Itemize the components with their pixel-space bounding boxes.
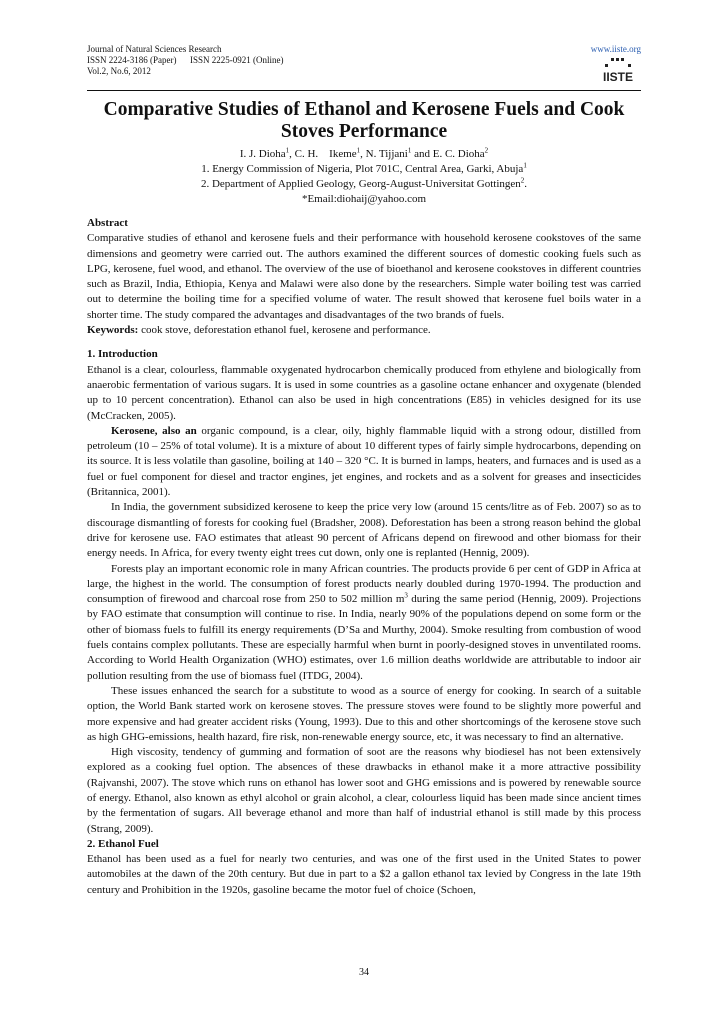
journal-url-link[interactable]: www.iiste.org xyxy=(590,44,641,54)
journal-header xyxy=(87,44,641,88)
abstract-text: Comparative studies of ethanol and kerosene fuels and their performance with household kerosene cookstoves of the same dimensions and geometry were carried out. The authors examined the different sources of domestic cooking fuels such as LPG, kerosene, fuel wood, and ethanol. The overview of the use of bioethanol and kerosene cookstoves in different countries such as Brazil, India, Ethiopia, Kenya and Malawi were also done by the researchers. Simple water boiling test was carried out to determine the boiling time for a specified volume of water. The result showed that kerosene fuel boils water in a shorter time. The study compared the advantages and disadvantages of the two brands of fuels. xyxy=(87,232,641,321)
abstract-heading: Abstract xyxy=(87,217,128,229)
author-list: I. J. Dioha$^1$, C. H. Ikeme$^1$, N. Tijjani$^1$ and E. C. Dioha$^2$ xyxy=(239,146,489,160)
paper-title: Comparative Studies of Ethanol and Kerosene Fuels and Cook Stoves Performance xyxy=(103,99,625,142)
affiliation-2: 2. Department of Applied Geology, Georg-August-Universitat Gottingen$^2$. xyxy=(200,176,528,190)
svg-text:IISTE: IISTE xyxy=(602,70,634,84)
author-email: *Email:diohaij@yahoo.com xyxy=(301,193,427,205)
journal-volume: Vol.2, No.6, 2012 xyxy=(87,66,151,76)
affiliation-1: 1. Energy Commission of Nigeria, Plot 701C, Central Area, Garki, Abuja$^1$ xyxy=(201,161,527,175)
journal-info xyxy=(87,44,641,77)
intro-paragraph-6: High viscosity, tendency of gumming and formation of soot are the reasons why biodiesel has not been extensively explored as a cooking fuel option. The absences of these drawbacks in ethanol make it a more attractive possibility (Rajvanshi, 2007). The stove which runs on ethanol has lower soot and GHG emissions and is powered by renewable source of energy. Ethanol, also known as ethyl alcohol or grain alcohol, a clear, colourless liquid has been made since ancient times by the fermentation of sugars. All beverage ethanol and more than half of industrial ethanol is still made by this process (Strang, 2009). xyxy=(87,746,641,835)
page xyxy=(87,44,641,898)
page-number: 34 xyxy=(359,967,369,978)
intro-paragraph-1: Ethanol is a clear, colourless, flammable oxygenated hydrocarbon chemically produced from ethylene and biologically from anaerobic fermentation of various sugars. It is used in some countries as a gasoline octane enhancer and oxygenate (blended up to 10 percent concentration). Ethanol can also be used in high concentrations (E85) in vehicles designed for its use (McCracken, 2005). xyxy=(87,363,641,422)
iiste-logo-icon xyxy=(601,56,635,84)
journal-name: Journal of Natural Sciences Research xyxy=(87,44,222,54)
author-block xyxy=(87,147,641,207)
journal-issn: ISSN 2224-3186 (Paper) ISSN 2225-0921 (Online) xyxy=(87,55,284,65)
abstract-section xyxy=(87,216,641,338)
intro-paragraph-3: In India, the government subsidized kerosene to keep the price very low (around 15 cents/litre as of Feb. 2007) so as to discourage dismantling of forests for cooking fuel (Bradsher, 2008). Deforestation has been a strong reason behind the global drive for kerosene use. FAO estimates that atleast 90 percent of Africans depend on firewood and other biomass for their energy needs. In Africa, for every twenty eight trees cut down, only one is replanted (Hennig, 2009). xyxy=(87,501,641,560)
ethanol-fuel-paragraph-1: Ethanol has been used as a fuel for nearly two centuries, and was one of the first used in the United States to power automobiles at the dawn of the 20th century. But due in part to a $2 a gallon ethanol tax levied by Congress in the late 19th century and Prohibition in the 1920s, gasoline became the motor fuel of choice (Schoen, xyxy=(87,853,641,896)
keywords: Keywords: cook stove, deforestation ethanol fuel, kerosene and performance. xyxy=(87,324,431,337)
introduction-heading: 1. Introduction xyxy=(87,348,158,361)
intro-paragraph-4: Forests play an important economic role in many African countries. The products provide 6 per cent of GDP in Africa at large, the highest in the world. The consumption of forest products nearly doubled during 1970-1994. The production and consumption of firewood and charcoal rose from 250 to 502 million $m^3$ during the same period (Hennig, 2009). Projections by FAO estimate that consumption will continue to rise. In India, nearly 90% of the populations depend on some form or the other of biomass fuels to fulfill its energy requirements (D’Sa and Murthy, 2004). Smoke resulting from combustion of wood fuels contains complex pollutants. These are especially harmful when burnt in poorly-designed stoves in unventilated rooms. According to World Health Organization (WHO) estimates, over 1.6 million deaths worldwide are attributable to indoor air pollution resulting from the use of biomass fuel (ITDG, 2004). xyxy=(87,562,641,682)
ethanol-fuel-heading: 2. Ethanol Fuel xyxy=(87,837,159,850)
ethanol-fuel-section xyxy=(87,837,641,898)
header-rule xyxy=(87,90,641,91)
intro-paragraph-2: Kerosene, also an organic compound, is a clear, oily, highly flammable liquid with a strong odour, distilled from petroleum (10 – 25% of total volume). It is a mixture of about 10 different types of fairly simple hydrocarbons, depending on its source. It is less volatile than gasoline, boiling at 140 – 320 °C. It is burned in lamps, heaters, and furnaces and is used as a fuel or fuel component for diesel and tractor engines, jet engines, and rockets and as a solvent for greases and insecticides (Britannica, 2001). xyxy=(87,424,641,499)
intro-paragraph-5: These issues enhanced the search for a substitute to wood as a source of energy for cooking. In search of a suitable option, the World Bank started work on kerosene stoves. The pressure stoves were found to be slightly more powerful and more expensive and had greater accident risks (Young, 1993). Due to this and other shortcomings of the kerosene stove such as high GHG-emissions, health hazard, fire risk, non-renewable energy source, etc, it was necessary to find an alternative. xyxy=(87,684,641,743)
introduction-section xyxy=(87,347,641,837)
